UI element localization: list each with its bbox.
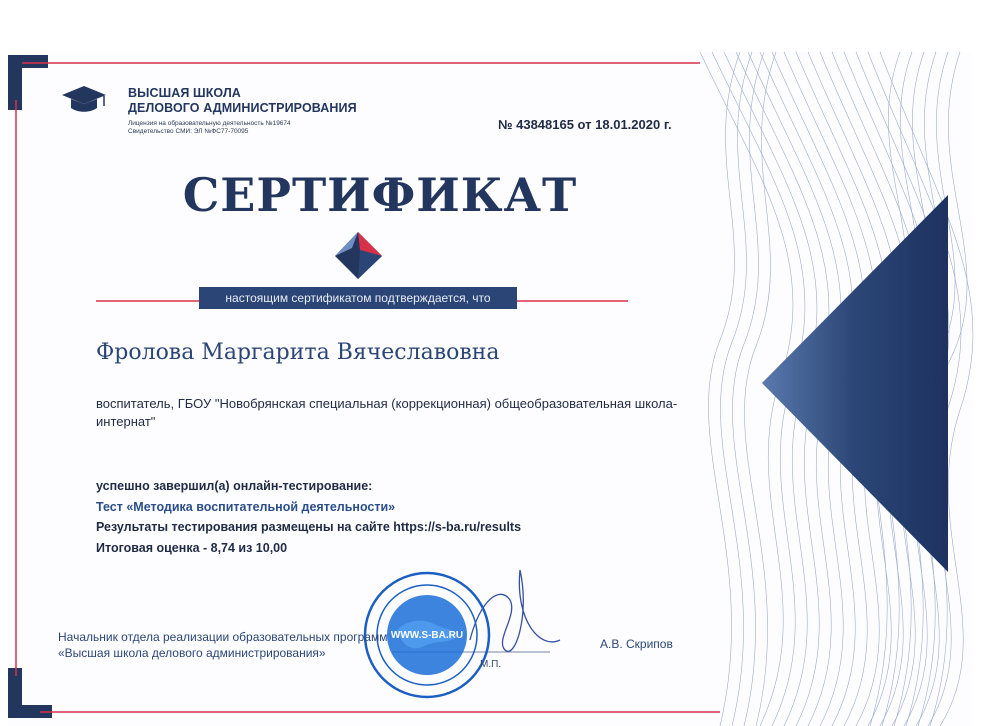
confirm-banner: настоящим сертификатом подтверждается, что — [199, 287, 517, 309]
results-site: Результаты тестирования размещены на сайте https://s-ba.ru/results — [96, 520, 522, 534]
recipient-position: воспитатель, ГБОУ "Новобрянская специальная (коррекционная) общеобразовательная школа-интернат" — [96, 396, 678, 429]
completion-text: успешно завершил(а) онлайн-тестирование: — [96, 479, 373, 493]
signatory-name: А.В. Скрипов — [600, 637, 673, 651]
school-name — [128, 86, 357, 116]
signatory-title-line2: «Высшая школа делового администрирования» — [58, 646, 326, 660]
recipient-name: Фролова Маргарита Вячеславовна — [96, 340, 500, 365]
license-info — [128, 120, 291, 136]
certificate-number: № 43848165 от 18.01.2020 г. — [498, 117, 672, 132]
media-certificate-line: Свидетельство СМИ: ЭЛ №ФС77-70095 — [128, 128, 249, 135]
corner-bracket-bottom-left — [8, 668, 52, 718]
certificate-title: СЕРТИФИКАТ — [182, 168, 578, 222]
school-name-line1: ВЫСШАЯ ШКОЛА — [128, 86, 241, 100]
test-name: Тест «Методика воспитательной деятельности» — [96, 500, 396, 514]
diamond-emblem-icon — [335, 232, 382, 279]
seal-place-label: М.П. — [480, 659, 502, 670]
final-score: Итоговая оценка - 8,74 из 10,00 — [96, 541, 288, 555]
license-line: Лицензия на образовательную деятельность №19674 — [128, 120, 291, 127]
school-name-line2: ДЕЛОВОГО АДМИНИСТРИРОВАНИЯ — [128, 101, 357, 115]
svg-text:WWW.S-BA.RU: WWW.S-BA.RU — [390, 630, 464, 641]
signatory-title-line1: Начальник отдела реализации образовательных программ — [58, 630, 388, 644]
signatory-title — [58, 629, 388, 661]
school-logo-icon — [62, 86, 106, 112]
